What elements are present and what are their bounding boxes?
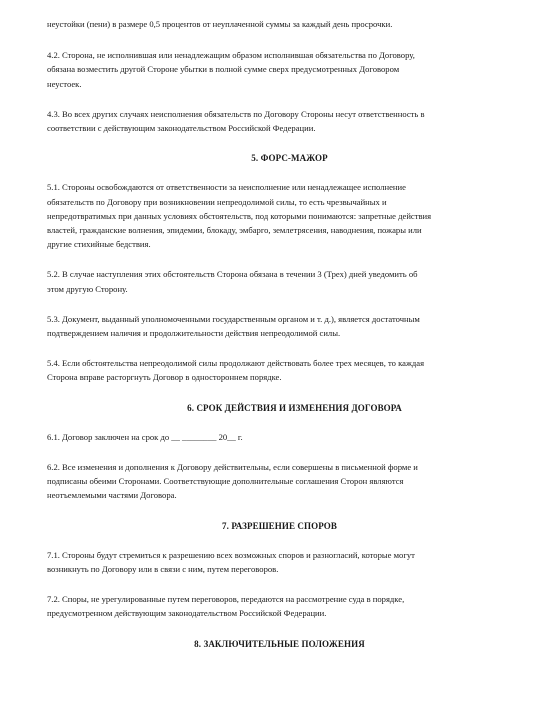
paragraph-overflow [47,17,502,31]
text-line: 5.1. Стороны освобождаются от ответственности за неисполнение или ненадлежащее исполнение [47,182,406,193]
paragraph-4-2 [47,48,502,91]
text-line: возникнуть по Договору или в связи с ним, путем переговоров. [47,564,279,575]
text-line: 5.4. Если обстоятельства непреодолимой силы продолжают действовать более трех месяцев, то каждая [47,358,425,369]
section-heading-force-majeure: 5. ФОРС-МАЖОР [251,153,328,164]
paragraph-5-3 [47,312,502,340]
text-line: предусмотренном действующим законодательством Российской Федерации. [47,608,327,619]
paragraph-5-4 [47,356,502,384]
text-line: соответствии с действующим законодательством Российской Федерации. [47,123,316,134]
text-line: 4.2. Сторона, не исполнившая или ненадлежащим образом исполнившая обязательства по Договору, [47,50,415,61]
text-line: 6.2. Все изменения и дополнения к Договору действительны, если совершены в письменной форме и [47,462,418,473]
section-heading-final-provisions: 8. ЗАКЛЮЧИТЕЛЬНЫЕ ПОЛОЖЕНИЯ [194,638,365,649]
paragraph-7-1 [47,548,502,576]
paragraph-4-3 [47,107,502,135]
text-line: властей, гражданские волнения, эпидемии, блокаду, эмбарго, землетрясения, наводнения, пожары или [47,225,422,236]
paragraph-6-1 [47,430,502,444]
text-line: непредотвратимых при данных условиях обстоятельств, под которыми понимаются: запретные действия [47,210,432,221]
text-line: 4.3. Во всех других случаях неисполнения обязательств по Договору Стороны несут ответственность в [47,108,425,119]
text-line: 7.1. Стороны будут стремиться к разрешению всех возможных споров и разногласий, которые могут [47,549,415,560]
section-heading-disputes: 7. РАЗРЕШЕНИЕ СПОРОВ [222,520,337,531]
section-heading-term: 6. СРОК ДЕЙСТВИЯ И ИЗМЕНЕНИЯ ДОГОВОРА [187,402,402,413]
text-line: 5.3. Документ, выданный уполномоченными государственным органом и т. д.), является достаточным [47,313,420,324]
text-line: 5.2. В случае наступления этих обстоятельств Сторона обязана в течении 3 (Трех) дней уведомить об [47,269,418,280]
text-line: обязана возместить другой Стороне убытки в полной сумме сверх предусмотренных Договором [47,64,400,75]
text-line: 7.2. Споры, не урегулированные путем переговоров, передаются на рассмотрение суда в порядке, [47,594,405,605]
text-line: неустойки (пени) в размере 0,5 процентов от неуплаченной суммы за каждый день просрочки. [47,19,393,29]
text-line: обязательств по Договору при возникновении непреодолимой силы, то есть чрезвычайных и [47,196,387,207]
paragraph-6-2 [47,460,502,503]
text-line: подписаны обеими Сторонами. Соответствующие дополнительные соглашения Сторон являются [47,476,404,487]
text-line: подтверждением наличия и продолжительности действия непреодолимой силы. [47,328,341,339]
text-line: неотъемлемыми частями Договора. [47,490,177,501]
text-line: неустоек. [47,78,82,89]
paragraph-7-2 [47,592,502,620]
text-line: другие стихийные бедствия. [47,239,151,250]
paragraph-5-2 [47,267,502,295]
text-line: Сторона вправе расторгнуть Договор в одностороннем порядке. [47,372,282,383]
paragraph-5-1 [47,180,502,251]
text-line: 6.1. Договор заключен на срок до __ ________ 20__ г. [47,431,243,442]
text-line: этом другую Сторону. [47,283,128,294]
